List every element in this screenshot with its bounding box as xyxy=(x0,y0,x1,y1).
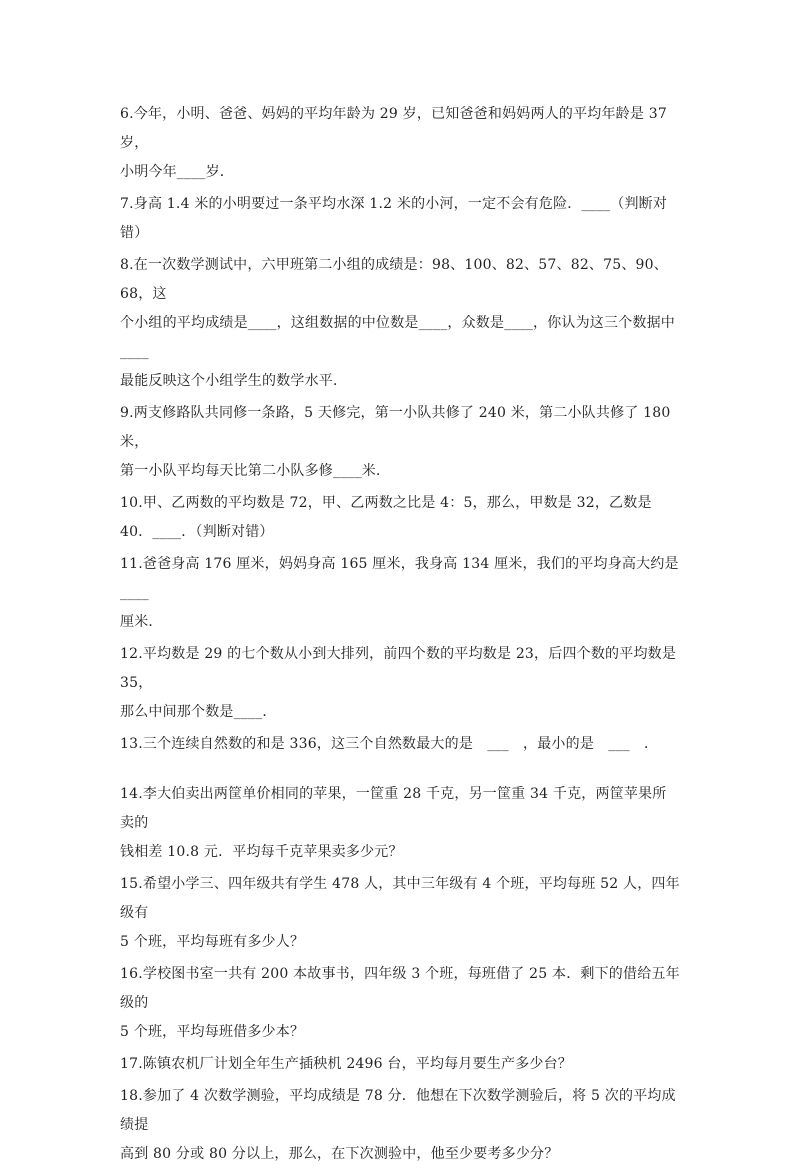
question-7 xyxy=(120,190,680,248)
question-8-line-1: 8.在一次数学测试中，六甲班第二小组的成绩是：98、100、82、57、82、75、90、68，这 xyxy=(120,257,668,302)
question-10-line-1: 10.甲、乙两数的平均数是 72，甲、乙两数之比是 4：5，那么，甲数是 32，乙数是 xyxy=(120,495,652,511)
question-15-line-1: 15.希望小学三、四年级共有学生 478 人，其中三年级有 4 个班，平均每班 52 人，四年级有 xyxy=(120,876,680,921)
question-list xyxy=(120,100,680,1172)
question-7-line-1: 7.身高 1.4 米的小明要过一条平均水深 1.2 米的小河，一定不会有危险．____（判断对错） xyxy=(120,196,668,241)
question-15-line-2: 5 个班，平均每班有多少人？ xyxy=(120,934,305,950)
question-15 xyxy=(120,870,680,957)
question-11 xyxy=(120,550,680,637)
question-11-line-1: 11.爸爸身高 176 厘米，妈妈身高 165 厘米，我身高 134 厘米，我们的平均身高大约是____ xyxy=(120,556,679,601)
question-17 xyxy=(120,1050,680,1079)
question-6 xyxy=(120,100,680,187)
question-16-line-1: 16.学校图书室一共有 200 本故事书，四年级 3 个班，每班借了 25 本．剩下的借给五年级的 xyxy=(120,966,680,1011)
question-9-line-1: 9.两支修路队共同修一条路，5 天修完，第一小队共修了 240 米，第二小队共修了 180 米， xyxy=(120,405,671,450)
question-18 xyxy=(120,1082,680,1169)
question-16-line-2: 5 个班，平均每班借多少本？ xyxy=(120,1024,305,1040)
question-14-line-1: 14.李大伯卖出两筐单价相同的苹果，一筐重 28 千克，另一筐重 34 千克，两筐苹果所卖的 xyxy=(120,786,667,831)
question-12 xyxy=(120,640,680,727)
question-6-line-1: 6.今年，小明、爸爸、妈妈的平均年龄为 29 岁，已知爸爸和妈妈两人的平均年龄是 37 岁， xyxy=(120,106,667,151)
question-9-line-2: 第一小队平均每天比第二小队多修____米． xyxy=(120,463,391,479)
question-13-line-1: 13.三个连续自然数的和是 336，这三个自然数最大的是 ___ ，最小的是 ___ ． xyxy=(120,736,659,752)
question-8-line-3: 最能反映这个小组学生的数学水平． xyxy=(120,373,348,389)
question-18-line-1: 18.参加了 4 次数学测验，平均成绩是 78 分．他想在下次数学测验后，将 5 次的平均成绩提 xyxy=(120,1088,676,1133)
question-8 xyxy=(120,251,680,396)
question-12-line-2: 那么中间那个数是____． xyxy=(120,704,277,720)
question-13 xyxy=(120,730,680,759)
question-14 xyxy=(120,780,680,867)
question-6-line-2: 小明今年____岁． xyxy=(120,164,234,180)
question-17-line-1: 17.陈镇农机厂计划全年生产插秧机 2496 台，平均每月要生产多少台？ xyxy=(120,1056,572,1072)
question-18-line-2: 高到 80 分或 80 分以上，那么，在下次测验中，他至少要考多少分？ xyxy=(120,1146,559,1162)
question-10 xyxy=(120,489,680,547)
question-11-line-2: 厘米． xyxy=(120,614,163,630)
question-12-line-1: 12.平均数是 29 的七个数从小到大排列，前四个数的平均数是 23，后四个数的平均数是 35， xyxy=(120,646,677,691)
question-16 xyxy=(120,960,680,1047)
question-9 xyxy=(120,399,680,486)
question-10-line-2: 40．____．（判断对错） xyxy=(120,524,274,540)
section-gap xyxy=(120,762,680,780)
question-8-line-2: 个小组的平均成绩是____，这组数据的中位数是____，众数是____，你认为这三个数据中____ xyxy=(120,315,675,360)
question-14-line-2: 钱相差 10.8 元．平均每千克苹果卖多少元？ xyxy=(120,844,403,860)
